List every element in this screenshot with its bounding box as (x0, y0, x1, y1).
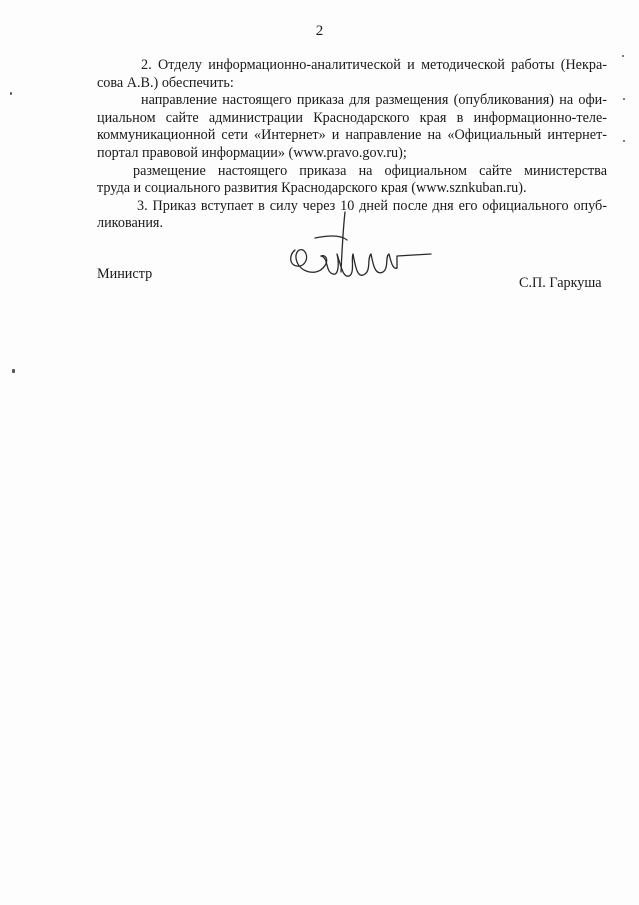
paragraph-2a-line-4: портал правовой информации» (www.pravo.gov.ru); (97, 144, 407, 161)
paragraph-2 (97, 57, 607, 92)
paragraph-2b-line-1: размещение настоящего приказа на официальном сайте министерства (133, 162, 607, 179)
paragraph-2a-line-3: коммуникационной сети «Интернет» и направление на «Официальный интернет- (97, 127, 607, 144)
scan-margin-mark (622, 55, 624, 57)
signature-block (0, 240, 639, 330)
signatory-title: Министр (97, 266, 153, 282)
scan-margin-mark (12, 369, 15, 373)
scan-margin-mark (623, 140, 625, 142)
paragraph-2b-line-2: труда и социального развития Краснодарского края (www.sznkuban.ru). (97, 180, 527, 197)
paragraph-2a-line-2: циальном сайте администрации Краснодарского края в информационно-теле- (97, 109, 607, 126)
scan-margin-mark (10, 92, 12, 95)
paragraph-2a-line-1: направление настоящего приказа для размещения (опубликования) на офи- (141, 92, 607, 109)
paragraph-2b (97, 163, 607, 198)
document-body (97, 57, 607, 233)
scan-margin-mark (623, 98, 625, 100)
paragraph-2a (97, 92, 607, 162)
handwritten-signature-icon (285, 210, 435, 320)
paragraph-3-line-2: ликования. (97, 215, 164, 232)
page-number: 2 (315, 23, 324, 39)
paragraph-2-line-2: сова А.В.) обеспечить: (97, 74, 234, 91)
paragraph-2-line-1: 2. Отделу информационно-аналитической и методической работы (Некра- (141, 57, 607, 73)
signatory-name: С.П. Гаркуша (519, 275, 602, 291)
paragraph-3-line-1: 3. Приказ вступает в силу через 10 дней после дня его официального опуб- (137, 197, 607, 214)
